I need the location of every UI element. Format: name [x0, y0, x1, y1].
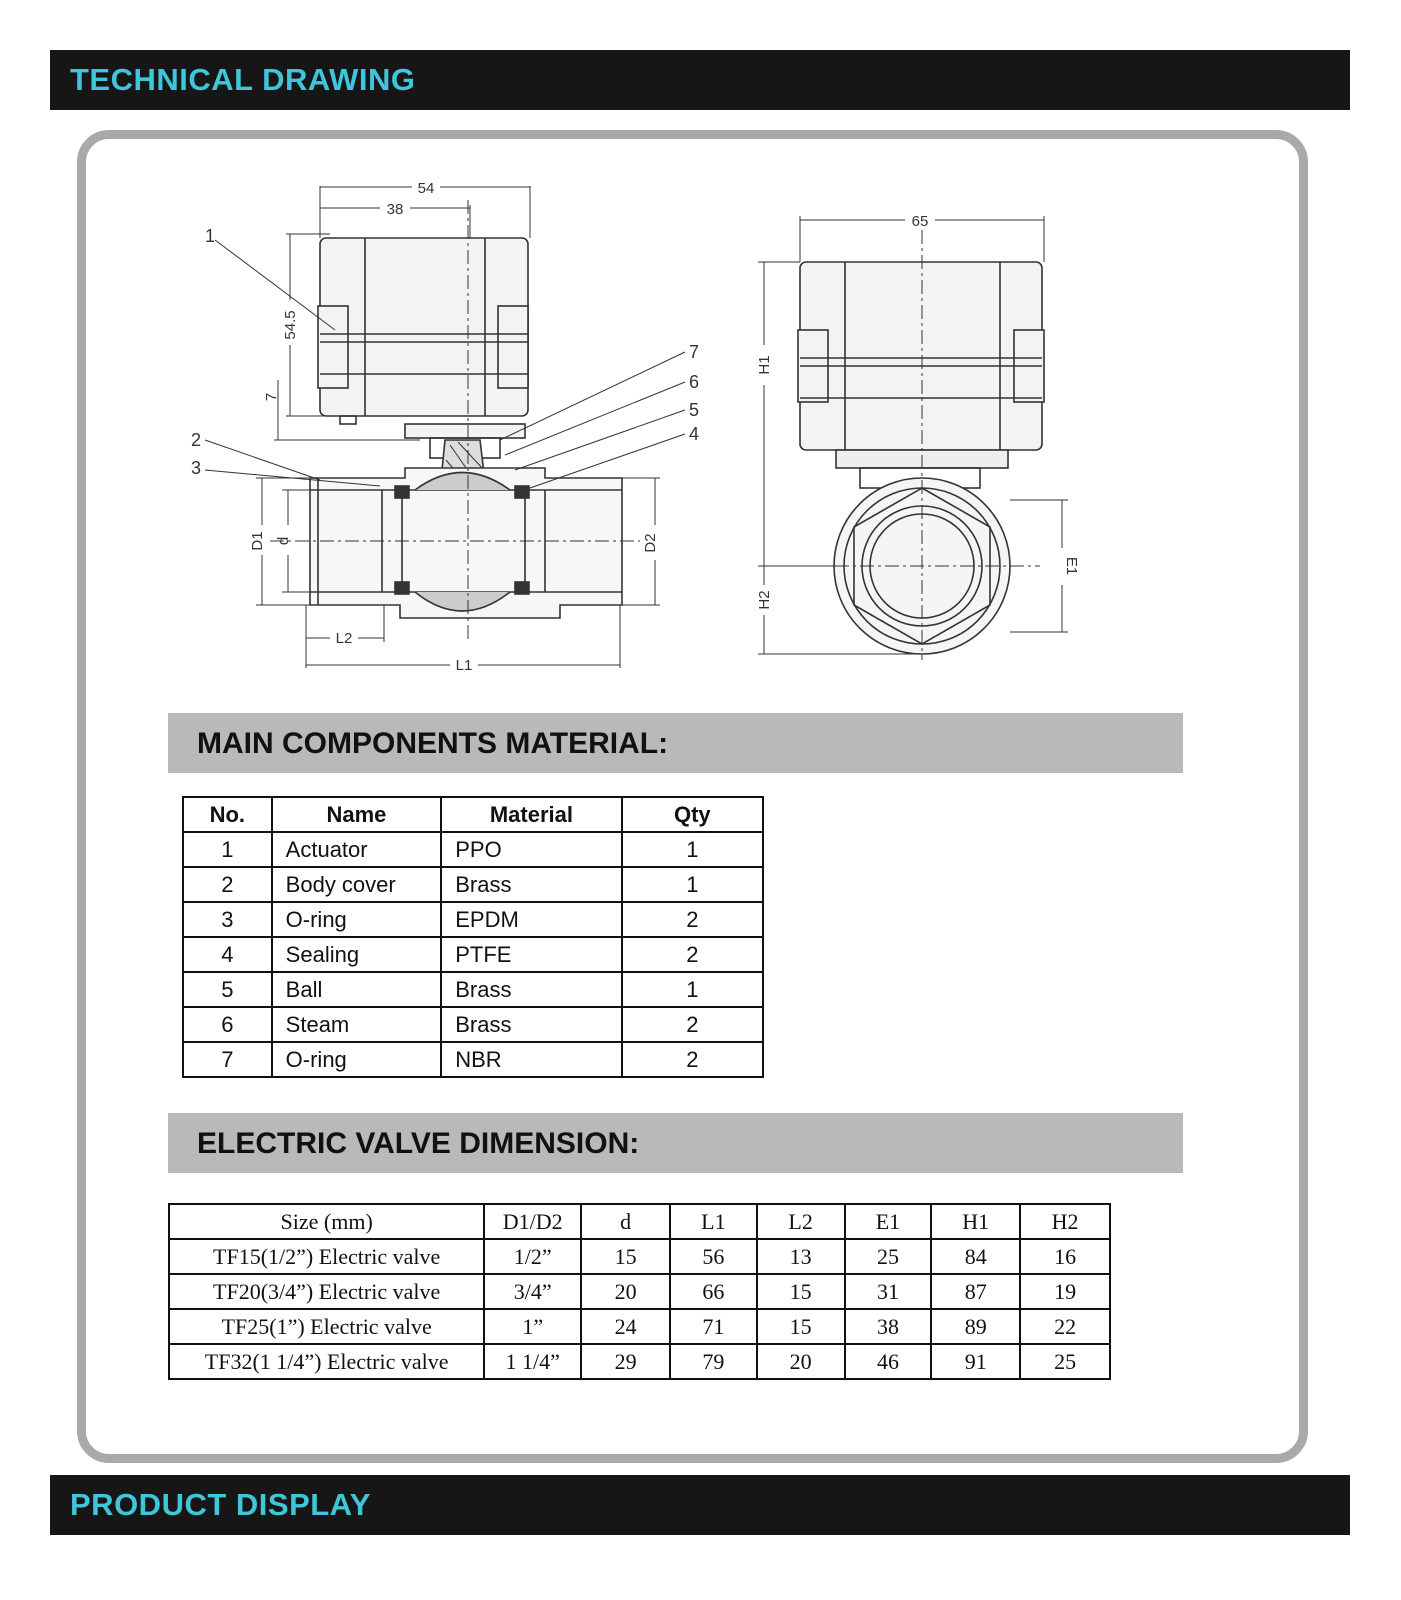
technical-drawing-title: TECHNICAL DRAWING: [70, 62, 416, 97]
callout-7: 7: [688, 342, 700, 362]
dim-L2: L2: [335, 630, 353, 647]
cell-no: 7: [183, 1042, 272, 1077]
dim-E1: E1: [1063, 556, 1080, 576]
materials-section-header: [168, 713, 1183, 773]
cell-l1: 71: [670, 1309, 757, 1344]
callout-6: 6: [688, 372, 700, 392]
callout-2: 2: [190, 430, 202, 450]
table-row: [169, 1239, 1110, 1274]
cell-name: Steam: [272, 1007, 442, 1042]
cell-name: Sealing: [272, 937, 442, 972]
col-h1: H1: [931, 1204, 1020, 1239]
materials-title: MAIN COMPONENTS MATERIAL:: [197, 727, 669, 760]
dim-7: 7: [263, 392, 280, 402]
cell-d: 15: [581, 1239, 670, 1274]
cell-no: 3: [183, 902, 272, 937]
table-row: [169, 1309, 1110, 1344]
cell-d1d2: 1/2”: [484, 1239, 581, 1274]
cell-material: EPDM: [441, 902, 621, 937]
col-l1: L1: [670, 1204, 757, 1239]
dim-65: 65: [911, 213, 929, 230]
callout-5: 5: [688, 400, 700, 420]
front-view: [205, 186, 685, 668]
cell-h2: 25: [1020, 1344, 1110, 1379]
cell-e1: 46: [845, 1344, 932, 1379]
cell-qty: 1: [622, 972, 763, 1007]
cell-no: 2: [183, 867, 272, 902]
cell-material: Brass: [441, 1007, 621, 1042]
cell-qty: 1: [622, 867, 763, 902]
cell-h1: 89: [931, 1309, 1020, 1344]
dim-D2: D2: [642, 533, 659, 553]
materials-table: [182, 796, 764, 1078]
cell-name: O-ring: [272, 902, 442, 937]
cell-no: 1: [183, 832, 272, 867]
col-name: Name: [272, 797, 442, 832]
cell-name: Ball: [272, 972, 442, 1007]
table-row: [183, 832, 763, 867]
dimensions-title: ELECTRIC VALVE DIMENSION:: [197, 1127, 640, 1160]
cell-d: 24: [581, 1309, 670, 1344]
cell-qty: 2: [622, 1042, 763, 1077]
col-no: No.: [183, 797, 272, 832]
cell-qty: 2: [622, 902, 763, 937]
technical-drawing: [180, 170, 1100, 690]
callout-4: 4: [688, 424, 700, 444]
cell-d1d2: 1 1/4”: [484, 1344, 581, 1379]
cell-name: Body cover: [272, 867, 442, 902]
cell-l1: 79: [670, 1344, 757, 1379]
product-display-title: PRODUCT DISPLAY: [70, 1487, 371, 1522]
cell-qty: 2: [622, 937, 763, 972]
table-row: [183, 867, 763, 902]
cell-size: TF20(3/4”) Electric valve: [169, 1274, 484, 1309]
cell-material: PPO: [441, 832, 621, 867]
cell-size: TF25(1”) Electric valve: [169, 1309, 484, 1344]
cell-h2: 19: [1020, 1274, 1110, 1309]
col-e1: E1: [845, 1204, 932, 1239]
table-header-row: [183, 797, 763, 832]
col-h2: H2: [1020, 1204, 1110, 1239]
cell-h2: 16: [1020, 1239, 1110, 1274]
cell-qty: 1: [622, 832, 763, 867]
cell-h2: 22: [1020, 1309, 1110, 1344]
cell-l1: 56: [670, 1239, 757, 1274]
cell-material: PTFE: [441, 937, 621, 972]
cell-e1: 38: [845, 1309, 932, 1344]
dim-54-5: 54.5: [282, 310, 299, 340]
cell-l2: 15: [757, 1309, 845, 1344]
cell-size: TF32(1 1/4”) Electric valve: [169, 1344, 484, 1379]
cell-material: NBR: [441, 1042, 621, 1077]
side-view: [758, 216, 1068, 660]
cell-d: 20: [581, 1274, 670, 1309]
cell-material: Brass: [441, 867, 621, 902]
col-material: Material: [441, 797, 621, 832]
cell-h1: 84: [931, 1239, 1020, 1274]
dim-D1: D1: [249, 531, 266, 551]
dimensions-table: [168, 1203, 1111, 1380]
dim-L1: L1: [455, 657, 473, 674]
cell-no: 4: [183, 937, 272, 972]
cell-no: 6: [183, 1007, 272, 1042]
cell-name: Actuator: [272, 832, 442, 867]
col-qty: Qty: [622, 797, 763, 832]
cell-name: O-ring: [272, 1042, 442, 1077]
col-l2: L2: [757, 1204, 845, 1239]
table-row: [169, 1344, 1110, 1379]
table-row: [183, 1007, 763, 1042]
cell-material: Brass: [441, 972, 621, 1007]
callout-3: 3: [190, 458, 202, 478]
cell-qty: 2: [622, 1007, 763, 1042]
table-row: [183, 972, 763, 1007]
cell-d: 29: [581, 1344, 670, 1379]
cell-size: TF15(1/2”) Electric valve: [169, 1239, 484, 1274]
table-row: [183, 937, 763, 972]
cell-e1: 31: [845, 1274, 932, 1309]
section-header-technical-drawing: [50, 50, 1350, 110]
dim-H2: H2: [756, 590, 773, 610]
cell-h1: 91: [931, 1344, 1020, 1379]
cell-l1: 66: [670, 1274, 757, 1309]
cell-e1: 25: [845, 1239, 932, 1274]
cell-no: 5: [183, 972, 272, 1007]
col-d1d2: D1/D2: [484, 1204, 581, 1239]
col-d: d: [581, 1204, 670, 1239]
dim-H1: H1: [756, 355, 773, 375]
cell-d1d2: 1”: [484, 1309, 581, 1344]
cell-d1d2: 3/4”: [484, 1274, 581, 1309]
table-row: [183, 1042, 763, 1077]
table-row: [183, 902, 763, 937]
cell-l2: 20: [757, 1344, 845, 1379]
cell-h1: 87: [931, 1274, 1020, 1309]
table-header-row: [169, 1204, 1110, 1239]
dim-54: 54: [417, 180, 435, 197]
dim-d: d: [275, 536, 292, 546]
callout-1: 1: [204, 226, 216, 246]
col-size: Size (mm): [169, 1204, 484, 1239]
section-header-product-display: [50, 1475, 1350, 1535]
dim-38: 38: [386, 201, 404, 218]
dimensions-section-header: [168, 1113, 1183, 1173]
table-row: [169, 1274, 1110, 1309]
cell-l2: 15: [757, 1274, 845, 1309]
cell-l2: 13: [757, 1239, 845, 1274]
